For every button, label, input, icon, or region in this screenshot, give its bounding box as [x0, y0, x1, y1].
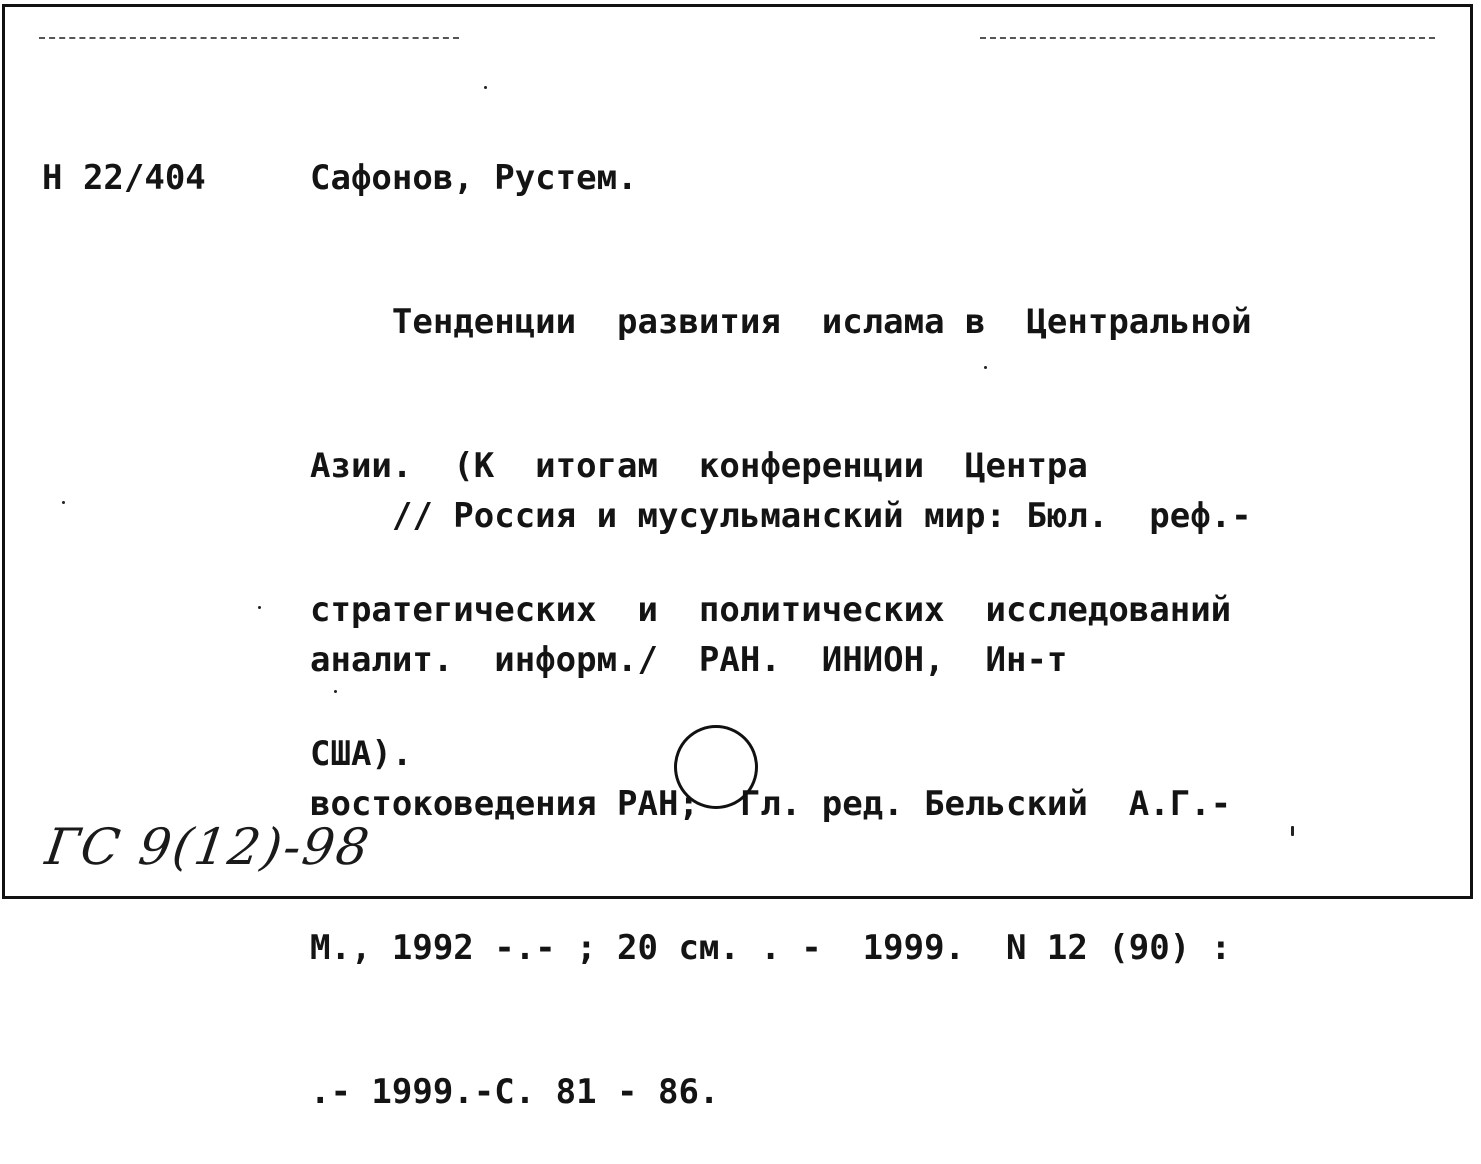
shelf-mark: Н 22/404: [42, 158, 206, 198]
scan-speck: [334, 690, 337, 693]
scan-speck: [484, 86, 487, 89]
title-line-2: Азии. (К итогам конференции Центра: [310, 446, 1088, 486]
source-line-4: М., 1992 -.- ; 20 см. . - 1999. N 12 (90) :: [310, 928, 1232, 968]
author-line: Сафонов, Рустем.: [310, 158, 638, 198]
title-line-1: Тенденции развития ислама в Центральной: [310, 302, 1252, 342]
punch-hole: [674, 725, 758, 809]
title-line-3: стратегических и политических исследований: [310, 590, 1232, 630]
source-line-1: // Россия и мусульманский мир: Бюл. реф.-: [310, 496, 1252, 536]
scan-speck: [1291, 826, 1294, 836]
scan-speck: [258, 606, 261, 609]
source-line-5: .- 1999.-С. 81 - 86.: [310, 1072, 720, 1112]
title-line-4: США).: [310, 734, 413, 774]
source-line-2: аналит. информ./ РАН. ИНИОН, Ин-т: [310, 640, 1068, 680]
handwritten-code: ГС 9(12)-98: [41, 818, 375, 876]
scan-speck: [62, 501, 65, 504]
top-dashed-rule-left: [39, 37, 459, 39]
source-line-3: востоковедения РАН; Гл. ред. Бельский А.Г.-: [310, 784, 1232, 824]
scan-speck: [984, 366, 987, 369]
source-block: [310, 396, 1252, 1164]
top-dashed-rule-right: [980, 37, 1435, 39]
